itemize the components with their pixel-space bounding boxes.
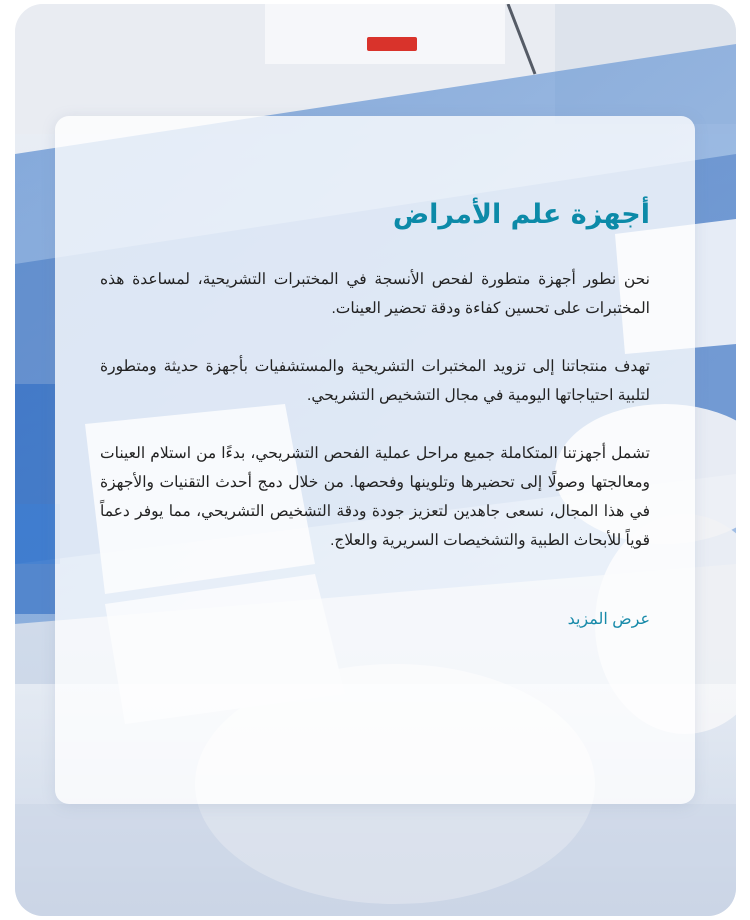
scope-paragraph: تشمل أجهزتنا المتكاملة جميع مراحل عملية الفحص التشريحي، بدءًا من استلام العينات ومعالجتها وصولًا إلى تحضيرها وتلوينها وفحصها. من خلال دمج أحدث التقنيات والأجهزة في هذا المجال، نسعى جاهدين لتعزيز جودة ودقة التشخيص التشريحي، مما يوفر دعماً قوياً للأبحاث الطبية والتشخيصات السريرية والعلاج.: [100, 445, 650, 549]
goal-paragraph: تهدف منتجاتنا إلى تزويد المختبرات التشريحية والمستشفيات بأجهزة حديثة ومتطورة لتلبية احتياجاتها اليومية في مجال التشخيص التشريحي.: [100, 358, 650, 404]
intro-paragraph: نحن نطور أجهزة متطورة لفحص الأنسجة في المختبرات التشريحية، لمساعدة هذه المختبرات على تحسين كفاءة ودقة تحضير العينات.: [100, 271, 650, 317]
page-title: أجهزة علم الأمراض: [392, 199, 650, 230]
hero-section: [15, 4, 736, 916]
content-card: [55, 116, 695, 804]
view-more-link[interactable]: عرض المزيد: [567, 611, 650, 628]
